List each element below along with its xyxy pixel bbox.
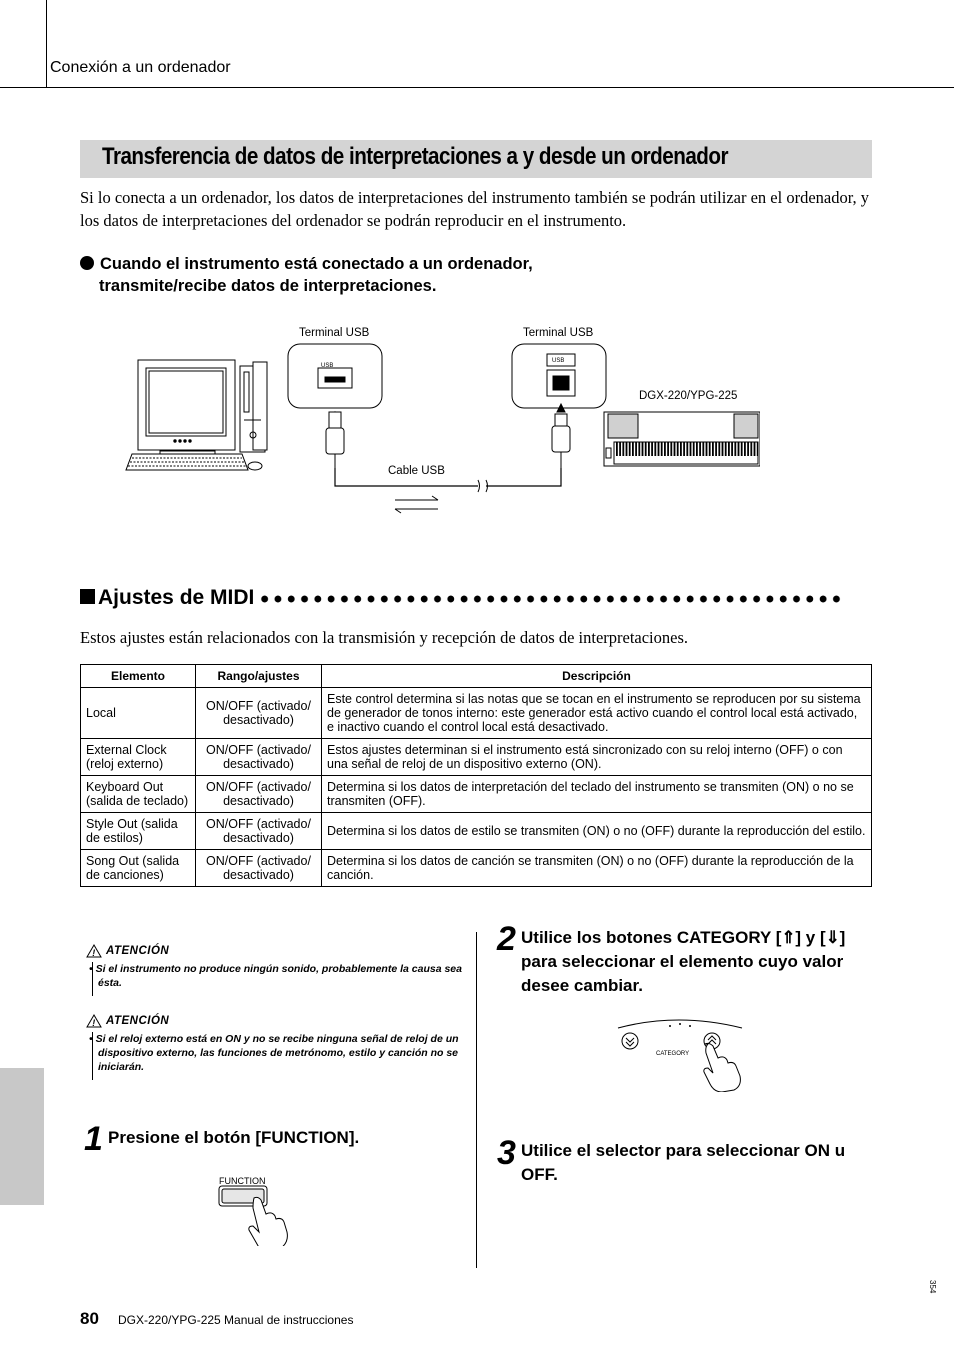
section-header: Conexión a un ordenador [50,59,231,76]
cell-element: Keyboard Out (salida de teclado) [81,776,196,813]
col-header-description: Descripción [322,665,872,688]
cell-range: ON/OFF (activado/ desactivado) [196,776,322,813]
step-2-text-a: Utilice los botones CATEGORY [ [521,928,782,947]
caution-note-1: ! ATENCIÓN • Si el instrumento no produce ningún sonido, probablemente la causa sea ésta. [86,944,462,990]
step-3-number: 3 [497,1134,514,1172]
terminal-usb-label-right: Terminal USB [523,327,594,339]
chapter-tab [0,1068,44,1205]
category-down-icon: ⇓ [825,928,840,947]
cell-element: Local [81,688,196,739]
column-divider [476,932,477,1268]
terminal-usb-label-left: Terminal USB [299,327,370,339]
table-row [81,739,872,776]
svg-text:!: ! [92,1018,96,1028]
step-1-number: 1 [84,1120,101,1158]
table-row [81,776,872,813]
bidirectional-arrows-icon [395,496,438,513]
midi-heading-text: Ajustes de MIDI [98,586,255,609]
cell-description: Determina si los datos de estilo se transmiten (ON) o no (OFF) durante la reproducción del estilo. [322,813,872,850]
usb-connection-diagram [120,320,760,520]
category-button-label: CATEGORY [656,1051,690,1057]
caution-note-2: ! ATENCIÓN • Si el reloj externo está en ON y no se recibe ninguna señal de reloj de un dispositivo externo, las funciones de metrónomo, estilo y canción no se iniciarán. [86,1014,462,1074]
cell-element: Style Out (salida de estilos) [81,813,196,850]
function-button-label: FUNCTION [219,1176,266,1186]
cell-range: ON/OFF (activado/ desactivado) [196,813,322,850]
cell-range: ON/OFF (activado/ desactivado) [196,850,322,887]
caution-text: Si el instrumento no produce ningún sonido, probablemente la causa sea ésta. [95,963,462,989]
warning-triangle-icon [86,1014,102,1028]
usb-cable-line [335,468,561,486]
model-label: DGX-220/YPG-225 [639,390,738,402]
cell-range: ON/OFF (activado/ desactivado) [196,688,322,739]
cell-element: Song Out (salida de canciones) [81,850,196,887]
side-code: 354 [928,1280,937,1294]
step-2-number: 2 [497,920,514,958]
midi-settings-table [80,664,872,887]
step-2-text-b: ] y [ [795,928,826,947]
step-2-text-c: ] [839,928,846,947]
bullet-line-2: transmite/recibe datos de interpretaciones. [99,277,437,295]
table-header-row [81,665,872,688]
caution-label: ATENCIÓN [106,1015,170,1027]
page-number: 80 [80,1309,99,1328]
cable-label: Cable USB [388,465,445,477]
warning-triangle-icon [86,944,102,958]
col-header-element: Elemento [81,665,196,688]
caution-text: Si el reloj externo está en ON y no se recibe ninguna señal de reloj de un dispositivo externo, las funciones de metrónomo, estilo y canción no se iniciarán. [95,1033,459,1073]
svg-text:!: ! [92,948,96,958]
category-up-icon: ⇑ [781,928,796,947]
cell-description: Determina si los datos de canción se transmiten (ON) o no (OFF) durante la reproducción de la canción. [322,850,872,887]
cell-range: ON/OFF (activado/ desactivado) [196,739,322,776]
cell-element: External Clock (reloj externo) [81,739,196,776]
midi-section-heading [80,586,843,610]
pressing-hand-icon [249,1197,288,1246]
dotted-leader [258,594,843,604]
computer-icon [126,360,267,470]
function-button-illustration[interactable] [216,1184,288,1246]
usb-port-label-right: USB [552,358,565,364]
midi-intro-paragraph: Estos ajustes están relacionados con la transmisión y recepción de datos de interpretaciones. [80,628,689,647]
page-title: Transferencia de datos de interpretaciones a y desde un ordenador [102,143,728,170]
cell-description: Estos ajustes determinan si el instrumento está sincronizado con su reloj interno (OFF) o con una señal de reloj de un dispositivo externo (ON). [322,739,872,776]
header-vertical-rule [46,0,47,88]
cell-description: Este control determina si las notas que se tocan en el instrumento se reproducen por su sistema de generador de tonos interno: este generador está activo cuando el control local está activado, e inactivo cuando el control local está desactivado. [322,688,872,739]
step-1-text: Presione el botón [FUNCTION]. [108,1128,360,1147]
table-row [81,813,872,850]
usb-port-label-left: USB [321,363,334,369]
col-header-range: Rango/ajustes [196,665,322,688]
square-bullet-icon [80,589,95,604]
caution-label: ATENCIÓN [106,945,170,957]
bullet-line-1: Cuando el instrumento está conectado a un ordenador, [100,255,533,273]
header-horizontal-rule [0,87,954,88]
bullet-heading [80,253,533,297]
intro-paragraph: Si lo conecta a un ordenador, los datos de interpretaciones del instrumento también se podrán utilizar en el ordenador, y los datos de interpretaciones del ordenador se podrán reproducir en el instrumento. [80,188,870,230]
table-row [81,850,872,887]
step-3-text: Utilice el selector para seleccionar ON u OFF. [521,1141,846,1184]
step-2-text-d: para seleccionar el elemento cuyo valor desee cambiar. [521,952,844,995]
keyboard-instrument-icon [604,412,760,466]
cell-description: Determina si los datos de interpretación del teclado del instrumento se transmiten (ON) o no se transmiten (OFF). [322,776,872,813]
pressing-hand-icon [704,1043,741,1092]
step-2-text [521,926,871,998]
bullet-dot-icon [80,256,94,270]
footer-manual-title: DGX-220/YPG-225 Manual de instrucciones [118,1313,354,1327]
table-row [81,688,872,739]
